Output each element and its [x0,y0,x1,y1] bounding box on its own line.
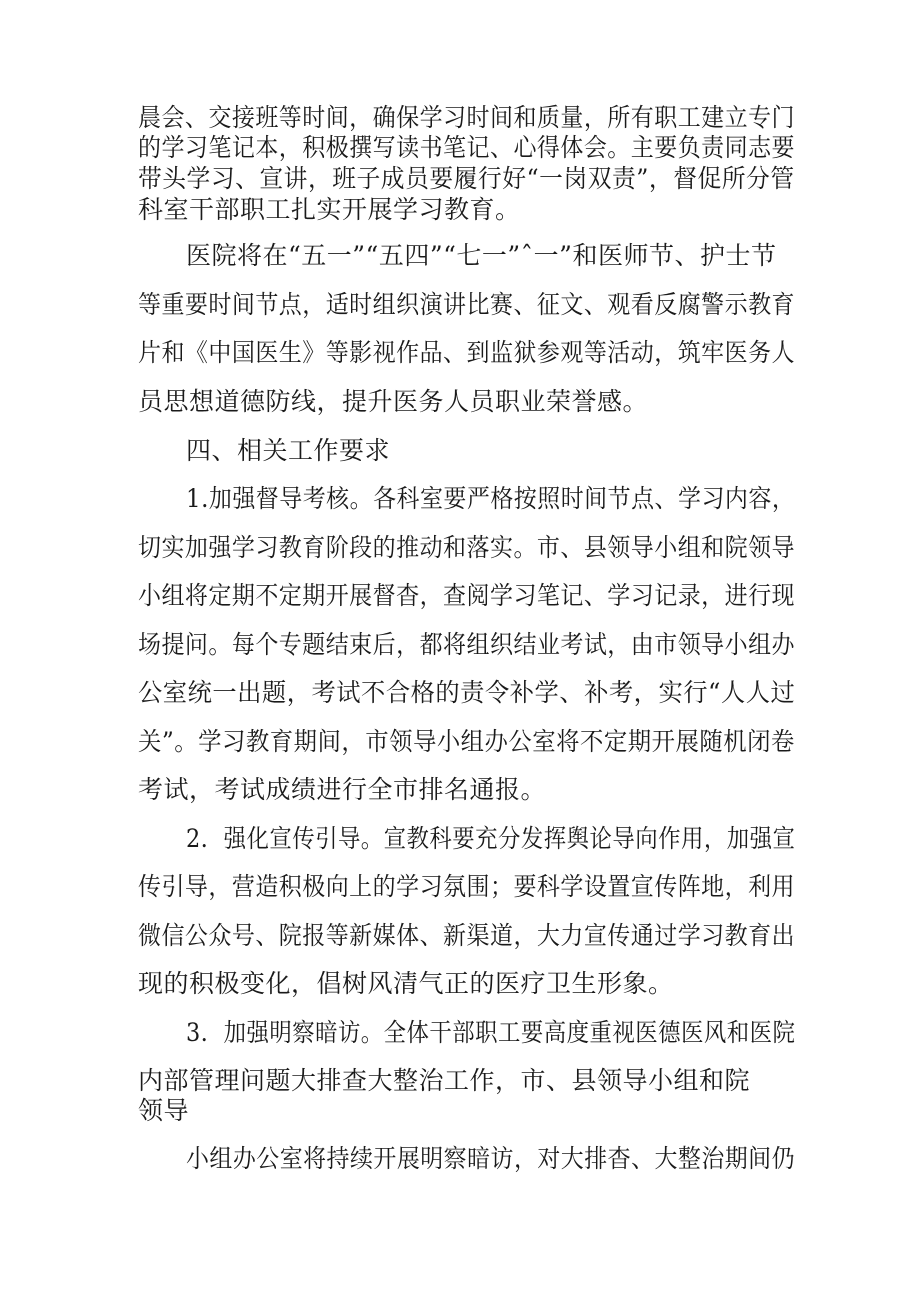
text-line: 医院将在“五一”“五四”“七一”ˆ一”和医师节、护士节 [186,241,777,270]
text-line: 小组办公室将持续开展明察暗访，对大排杳、大整治期间仍 [186,1144,796,1173]
text-line: 3．加强明察暗访。全体干部职工要高度重视医德医风和医院 [186,1018,796,1047]
text-line: 员思想道德防线，提升医务人员职业荣誉感。 [138,387,649,416]
text-line: 传引导，营造积极向上的学习氛围；要科学设置宣传阵地，利用 [138,872,796,901]
text-line: 公室统一出题，考试不合格的责令补学、补考，实行“人人过 [138,678,796,707]
text-line: 片和《中国医生》等影视作品、到监狱参观等活动，筑牢医务人 [138,338,796,367]
text-line: 带头学习、宣讲，班子成员要履行好“一岗双责”，督促所分管 [138,164,795,193]
text-line: 微信公众号、院报等新媒体、新渠道，大力宣传通过学习教育出 [138,921,796,950]
text-line: 关”。学习教育期间，市领导小组办公室将不定期开展随机闭卷 [138,727,795,756]
text-line: 领导 [138,1096,190,1125]
text-line: 切实加强学习教育阶段的推动和落实。市、县领导小组和院领导 [138,533,796,562]
text-line: 科室干部职工扎实开展学习教育。 [138,195,521,224]
text-line: 现的积极变化，倡树风清气正的医疗卫生形象。 [138,969,674,998]
text-line: 内部管理问题大排查大整治工作，市、县领导小组和院 [138,1066,751,1095]
text-line: 小组将定期不定期开展督杳，查阅学习笔记、学习记录，进行现 [138,581,796,610]
section-heading: 四、相关工作要求 [186,436,391,465]
text-line: 2．强化宣传引导。宣教科要充分发挥舆论导向作用，加强宣 [186,824,796,853]
text-line: 等重要时间节点，适时组织演讲比赛、征文、观看反腐警示教育 [138,290,796,319]
text-line: 考试，考试成绩进行全市排名通报。 [138,775,547,804]
text-line: 的学习笔记本，积极撰写读书笔记、心得体会。主要负责同志要 [138,133,796,162]
text-line: 晨会、交接班等时间，确保学习时间和质量，所有职工建立专门 [138,103,796,132]
text-line: 场提问。每个专题结束后，都将组织结业考试，由市领导小组办 [138,630,796,659]
text-line: 1.加强督导考核。各科室要严格按照时间节点、学习内容， [186,484,796,513]
